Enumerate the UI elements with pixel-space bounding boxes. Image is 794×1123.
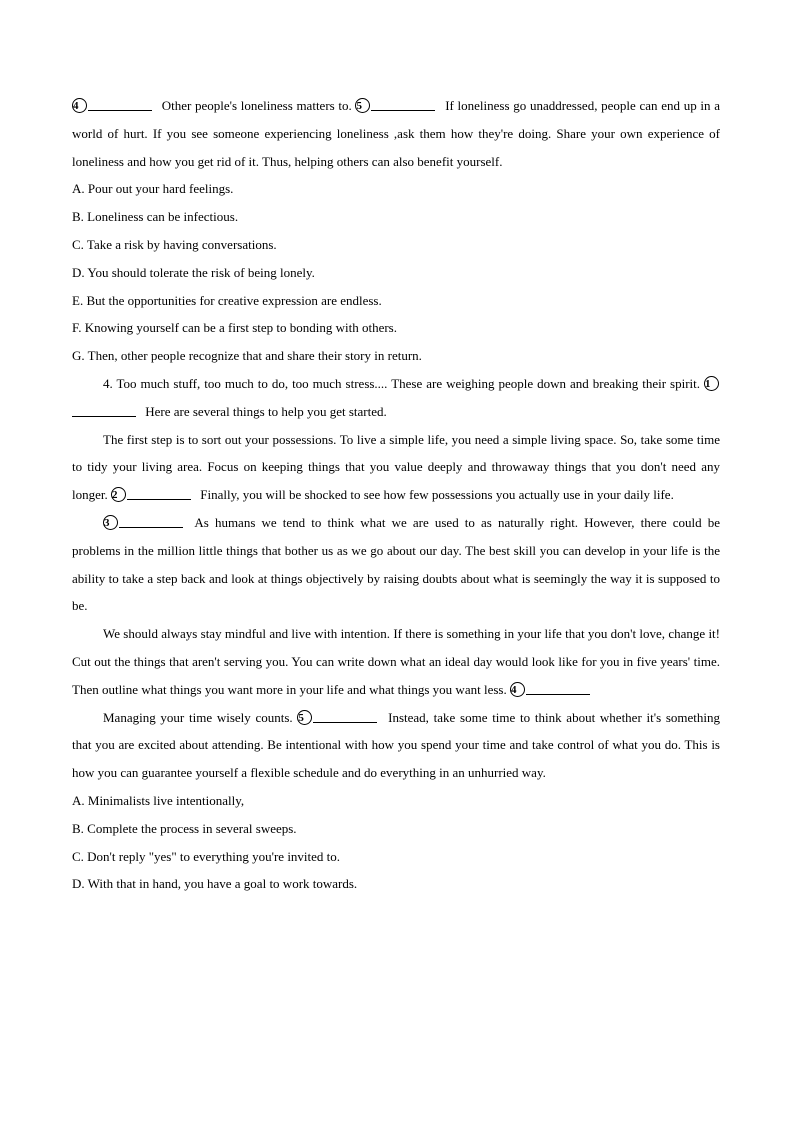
answer-blank-5[interactable] <box>371 97 435 111</box>
paragraph-time <box>72 704 720 787</box>
paragraph-text: 4. Too much stuff, too much to do, too much stress.... These are weighing people down and breaking their spirit. <box>103 375 701 391</box>
paragraph-text: Other people's loneliness matters to. <box>161 98 352 113</box>
paragraph-habits <box>72 509 720 620</box>
answer-blank-4[interactable] <box>88 97 152 111</box>
answer-blank-1[interactable] <box>72 403 136 417</box>
answer-blank-3[interactable] <box>119 514 183 528</box>
paragraph-loneliness-ending <box>72 92 720 175</box>
paragraph-text: We should always stay mindful and live with intention. If there is something in your life that you don't love, change it! Cut out the things that aren't serving you. You can write down what an ideal day would look like for you in five years' time. Then outline what things you want more in your life and what things you want less. <box>72 626 720 697</box>
circled-number-4: 4 <box>510 682 525 697</box>
option-d: D. You should tolerate the risk of being lonely. <box>72 264 315 280</box>
paragraph-text: If loneliness go unaddressed, people can end up in a world of hurt. If you see someone experiencing loneliness ,ask them how they're doing. Share your own experience of loneliness and how you get rid of it. Thus, helping others can also benefit yourself. <box>72 98 720 169</box>
answer-blank-5b[interactable] <box>313 709 377 723</box>
option-e: E. But the opportunities for creative expression are endless. <box>72 292 382 308</box>
circled-number-5: 5 <box>297 710 312 725</box>
paragraph-text: Here are several things to help you get started. <box>145 403 387 419</box>
paragraph-intention <box>72 620 720 703</box>
option-c: C. Don't reply "yes" to everything you're invited to. <box>72 848 341 864</box>
circled-number-1: 1 <box>704 376 719 391</box>
paragraph-question-4-intro <box>72 370 720 426</box>
circled-number-4: 4 <box>72 98 87 113</box>
paragraph-text: Instead, take some time to think about whether it's something that you are excited about attending. Be intentional with how you spend your time and take control of what you do. This is how you can guarantee yourself a flexible schedule and do everything in an unhurried way. <box>72 709 721 781</box>
circled-number-2: 2 <box>111 487 126 502</box>
option-b: B. Loneliness can be infectious. <box>72 209 239 225</box>
paragraph-text: Finally, you will be shocked to see how few possessions you actually use in your daily life. <box>200 487 674 503</box>
paragraph-possessions <box>72 426 720 509</box>
option-g: G. Then, other people recognize that and share their story in return. <box>72 348 422 364</box>
option-b: B. Complete the process in several sweeps. <box>72 820 297 836</box>
circled-number-3: 3 <box>103 515 118 530</box>
answer-blank-4b[interactable] <box>526 681 590 695</box>
option-c: C. Take a risk by having conversations. <box>72 236 277 252</box>
paragraph-text: The first step is to sort out your possessions. To live a simple life, you need a simple living space. So, take some time to tidy your living area. Focus on keeping things that you value deeply and throwaway things that you don't need any longer. <box>72 431 720 503</box>
paragraph-text: As humans we tend to think what we are used to as naturally right. However, there could be problems in the million little things that bother us as we go about our day. The best skill you can develop in your life is the ability to take a step back and look at things objectively by raising doubts about what is seemingly the way it is supposed to be. <box>72 514 720 614</box>
document-page <box>72 92 720 898</box>
circled-number-5: 5 <box>355 98 370 113</box>
option-a: A. Pour out your hard feelings. <box>72 181 234 197</box>
options-list-1 <box>72 175 720 370</box>
option-f: F. Knowing yourself can be a first step to bonding with others. <box>72 320 397 336</box>
answer-blank-2[interactable] <box>127 486 191 500</box>
options-list-2 <box>72 787 720 898</box>
option-d: D. With that in hand, you have a goal to work towards. <box>72 876 358 892</box>
option-a: A. Minimalists live intentionally, <box>72 792 245 808</box>
paragraph-text: Managing your time wisely counts. <box>103 709 293 725</box>
